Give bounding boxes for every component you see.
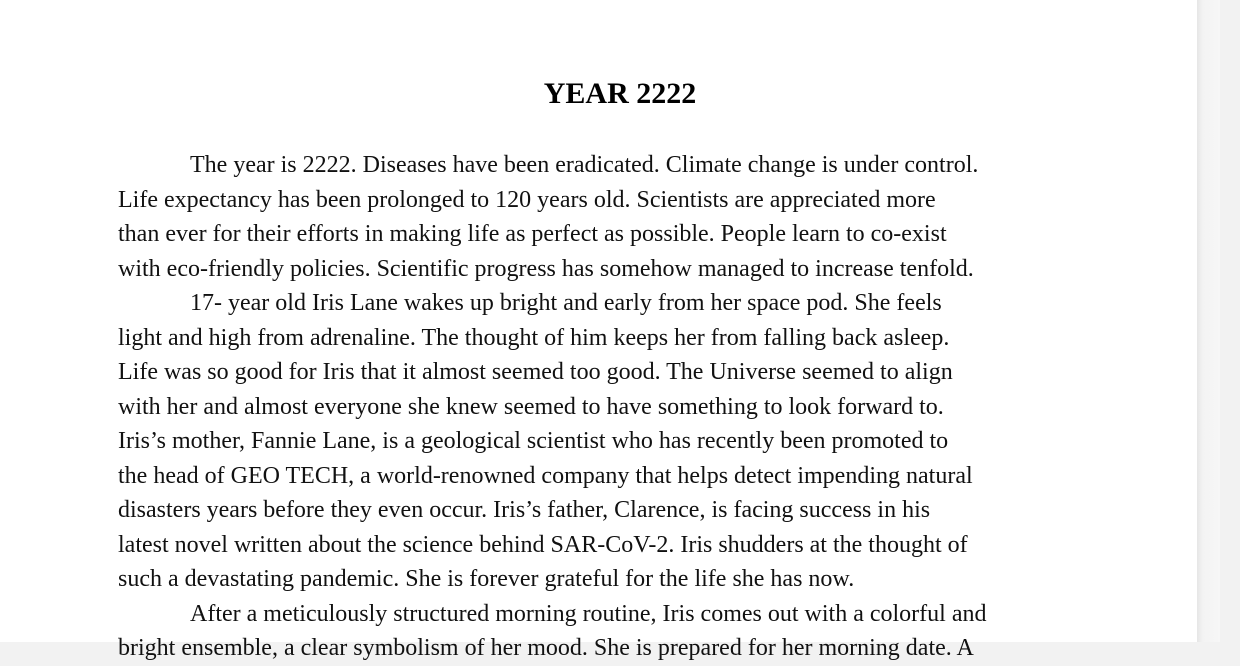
paragraph-1: The year is 2222. Diseases have been eradicated. Climate change is under control. Life expectancy has been prolonged to 120 years old. Scientists are appreciated more than ever for their efforts in making life as perfect as possible. People learn to co-exist with eco-friendly policies. Scientific progress has somehow managed to increase tenfold.: [118, 152, 979, 282]
document-body: [118, 148, 1078, 666]
document-title: YEAR 2222: [543, 77, 697, 110]
paragraph-3: After a meticulously structured morning routine, Iris comes out with a colorful and bright ensemble, a clear symbolism of her mood. She is prepared for her morning date. A: [118, 600, 987, 661]
paragraph-2: 17- year old Iris Lane wakes up bright and early from her space pod. She feels light and high from adrenaline. The thought of him keeps her from falling back asleep. Life was so good for Iris that it almost seemed too good. The Universe seemed to align with her and almost everyone she knew seemed to have something to look forward to. Iris’s mother, Fannie Lane, is a geological scientist who has recently been promoted to the head of GEO TECH, a world-renowned company that helps detect impending natural disasters years before they even occur. Iris’s father, Clarence, is facing success in his latest novel written about the science behind SAR-CoV-2. Iris shudders at the thought of such a devastating pandemic. She is forever grateful for the life she has now.: [118, 290, 973, 592]
page-edge-shadow: [1197, 0, 1220, 642]
